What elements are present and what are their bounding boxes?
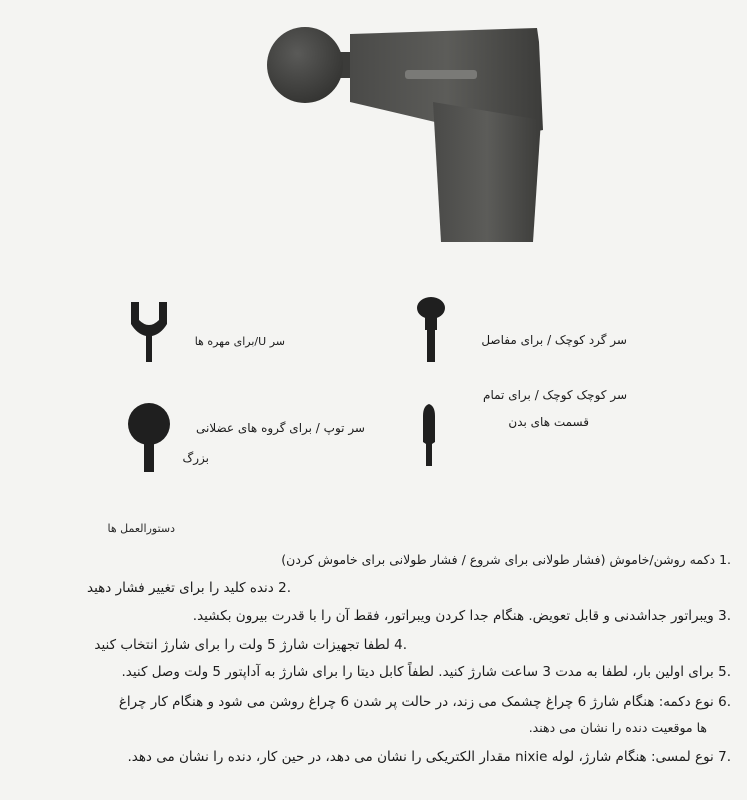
massage-gun-image (255, 20, 555, 250)
instruction-step-1: .1 دکمه روشن/خاموش (فشار طولانی برای شروع / فشار طولانی برای خاموش کردن) (281, 552, 731, 567)
instruction-step-6-cont: ها موقعیت دنده را نشان می دهند. (528, 720, 707, 735)
ball-head-icon (126, 402, 172, 474)
small-head-label-line2: قسمت های بدن (508, 415, 589, 429)
u-head-icon (128, 300, 170, 365)
round-small-head-icon (413, 296, 449, 366)
round-head-label: سر گرد کوچک / برای مفاصل (481, 333, 627, 347)
ball-head-label-line1: سر توپ / برای گروه های عضلانی (196, 421, 365, 435)
instruction-step-5: .5 برای اولین بار، لطفا به مدت 3 ساعت شارژ کنید. لطفاً کابل دیتا را برای شارژ به آداپتور 5 ولت وصل کنید. (121, 664, 731, 680)
instruction-step-3: .3 ویبراتور جداشدنی و قابل تعویض. هنگام جدا کردن ویبراتور، فقط آن را با قدرت بیرون بکشید. (192, 608, 731, 624)
bullet-head-icon (418, 402, 440, 468)
instruction-step-6: .6 نوع دکمه: هنگام شارژ 6 چراغ چشمک می زند، در حالت پر شدن 6 چراغ روشن می شود و هنگام کار چراغ (118, 694, 731, 710)
ball-head-label-line2: بزرگ (182, 451, 209, 465)
instruction-step-2: .2 دنده کلید را برای تغییر فشار دهید (87, 580, 291, 596)
instruction-step-7: .7 نوع لمسی: هنگام شارژ، لوله nixie مقدار الکتریکی را نشان می دهد، در حین کار، دنده را نشان می دهد. (127, 749, 731, 765)
u-head-label: سر U/برای مهره ها (194, 335, 285, 348)
instructions-heading: دستورالعمل ها (107, 522, 175, 535)
instruction-step-4: .4 لطفا تجهیزات شارژ 5 ولت را برای شارژ انتخاب کنید (94, 637, 407, 653)
small-head-label-line1: سر کوچک کوچک / برای تمام (483, 388, 627, 402)
